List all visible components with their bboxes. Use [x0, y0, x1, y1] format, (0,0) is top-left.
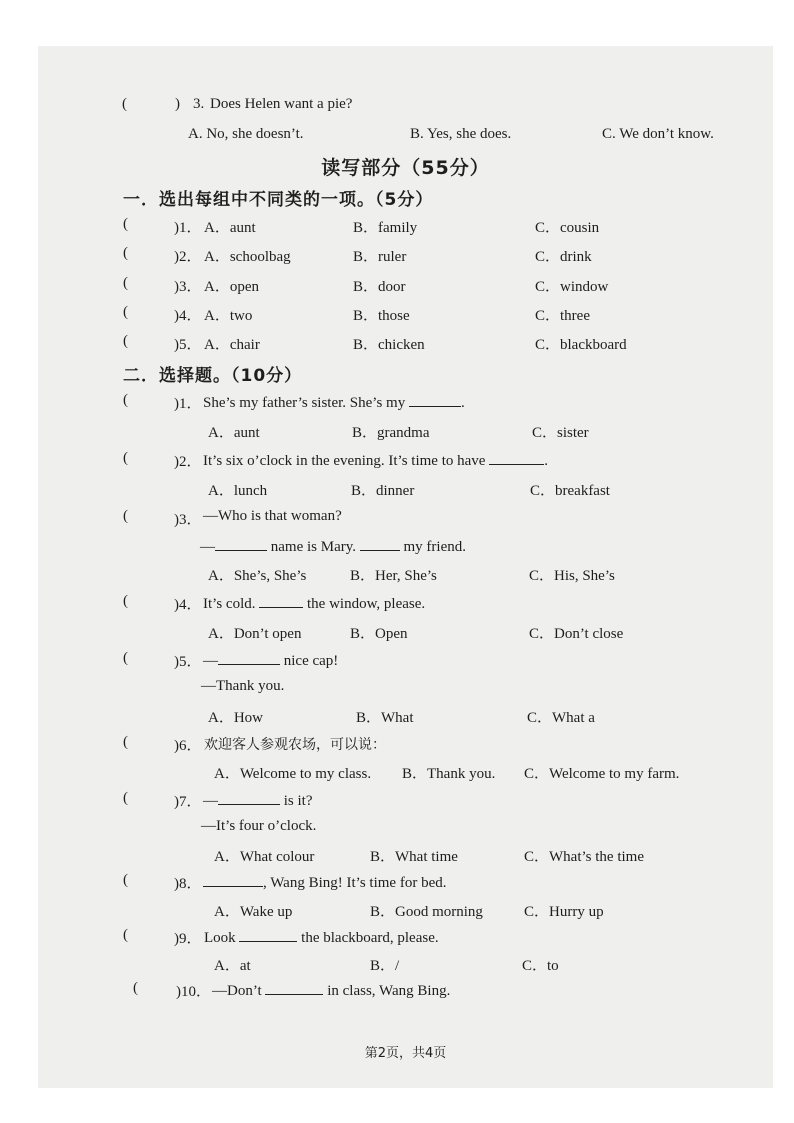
question-8-options: A．Wake up B．Good morning C．Hurry up — [214, 904, 604, 920]
listening-question-3: ( ) 3. Does Helen want a pie? — [38, 96, 773, 120]
question-10: ( )10． —Don’t in class, Wang Bing. — [38, 980, 773, 1004]
page-number: 第2页，共4页 — [364, 1046, 447, 1061]
answer-blank[interactable] — [218, 790, 280, 805]
exam-page — [38, 46, 773, 1088]
list-item: ( )2． A．schoolbag B．ruler C．drink — [38, 245, 773, 269]
answer-blank[interactable] — [409, 392, 461, 407]
question-text: Does Helen want a pie? — [210, 96, 353, 112]
answer-blank[interactable] — [203, 872, 263, 887]
option-a: A. No, she doesn’t. — [188, 126, 304, 142]
listening-question-3-options — [38, 126, 773, 150]
list-item: ( )1． A．aunt B．family C．cousin — [38, 216, 773, 240]
list-item: ( )4． A．two B．those C．three — [38, 304, 773, 328]
question-3: ( )3． —Who is that woman? — [38, 508, 773, 532]
option-c: C. We don’t know. — [602, 126, 714, 142]
question-4-options: A．Don’t open B．Open C．Don’t close — [208, 626, 624, 642]
list-item: ( )3． A．open B．door C．window — [38, 275, 773, 299]
question-5: ( )5． — nice cap! — [38, 650, 773, 674]
question-5-options: A．How B．What C．What a — [208, 710, 595, 726]
answer-blank[interactable] — [489, 450, 544, 465]
section-1-title: 一．选出每组中不同类的一项。（5分） — [123, 190, 434, 210]
question-1: ( )1． She’s my father’s sister. She’s my . — [38, 392, 773, 416]
question-6-options: A．Welcome to my class. B．Thank you. C．Welcome to my farm. — [214, 766, 680, 782]
question-6: ( )6． 欢迎客人参观农场，可以说： — [38, 734, 773, 758]
question-5-line-2: —Thank you. — [201, 678, 285, 694]
question-9-options: A．at B．/ C．to — [214, 958, 559, 974]
question-3-line-2: — name is Mary. my friend. — [38, 536, 773, 560]
question-7-options: A．What colour B．What time C．What’s the time — [214, 849, 644, 865]
question-4: ( )4． It’s cold. the window, please. — [38, 593, 773, 617]
question-8: ( )8． , Wang Bing! It’s time for bed. — [38, 872, 773, 896]
question-3-options: A．She’s, She’s B．Her, She’s C．His, She’s — [208, 568, 615, 584]
question-2-options: A．lunch B．dinner C．breakfast — [208, 483, 610, 499]
answer-blank[interactable] — [265, 980, 323, 995]
question-2: ( )2． It’s six o’clock in the evening. It’s time to have . — [38, 450, 773, 474]
question-7: ( )7． — is it? — [38, 790, 773, 814]
part-title: 读写部分（55分） — [321, 157, 490, 179]
question-1-options: A．aunt B．grandma C．sister — [208, 425, 589, 441]
question-9: ( )9． Look the blackboard, please. — [38, 927, 773, 951]
section-2-title: 二．选择题。（10分） — [123, 366, 303, 386]
question-number: 3. — [193, 96, 205, 112]
question-7-line-2: —It’s four o’clock. — [201, 818, 317, 834]
answer-blank[interactable] — [360, 536, 400, 551]
answer-blank[interactable] — [218, 650, 280, 665]
answer-blank[interactable] — [215, 536, 267, 551]
answer-blank[interactable] — [259, 593, 303, 608]
answer-blank[interactable] — [239, 927, 297, 942]
option-b: B. Yes, she does. — [410, 126, 512, 142]
list-item: ( )5． A．chair B．chicken C．blackboard — [38, 333, 773, 357]
